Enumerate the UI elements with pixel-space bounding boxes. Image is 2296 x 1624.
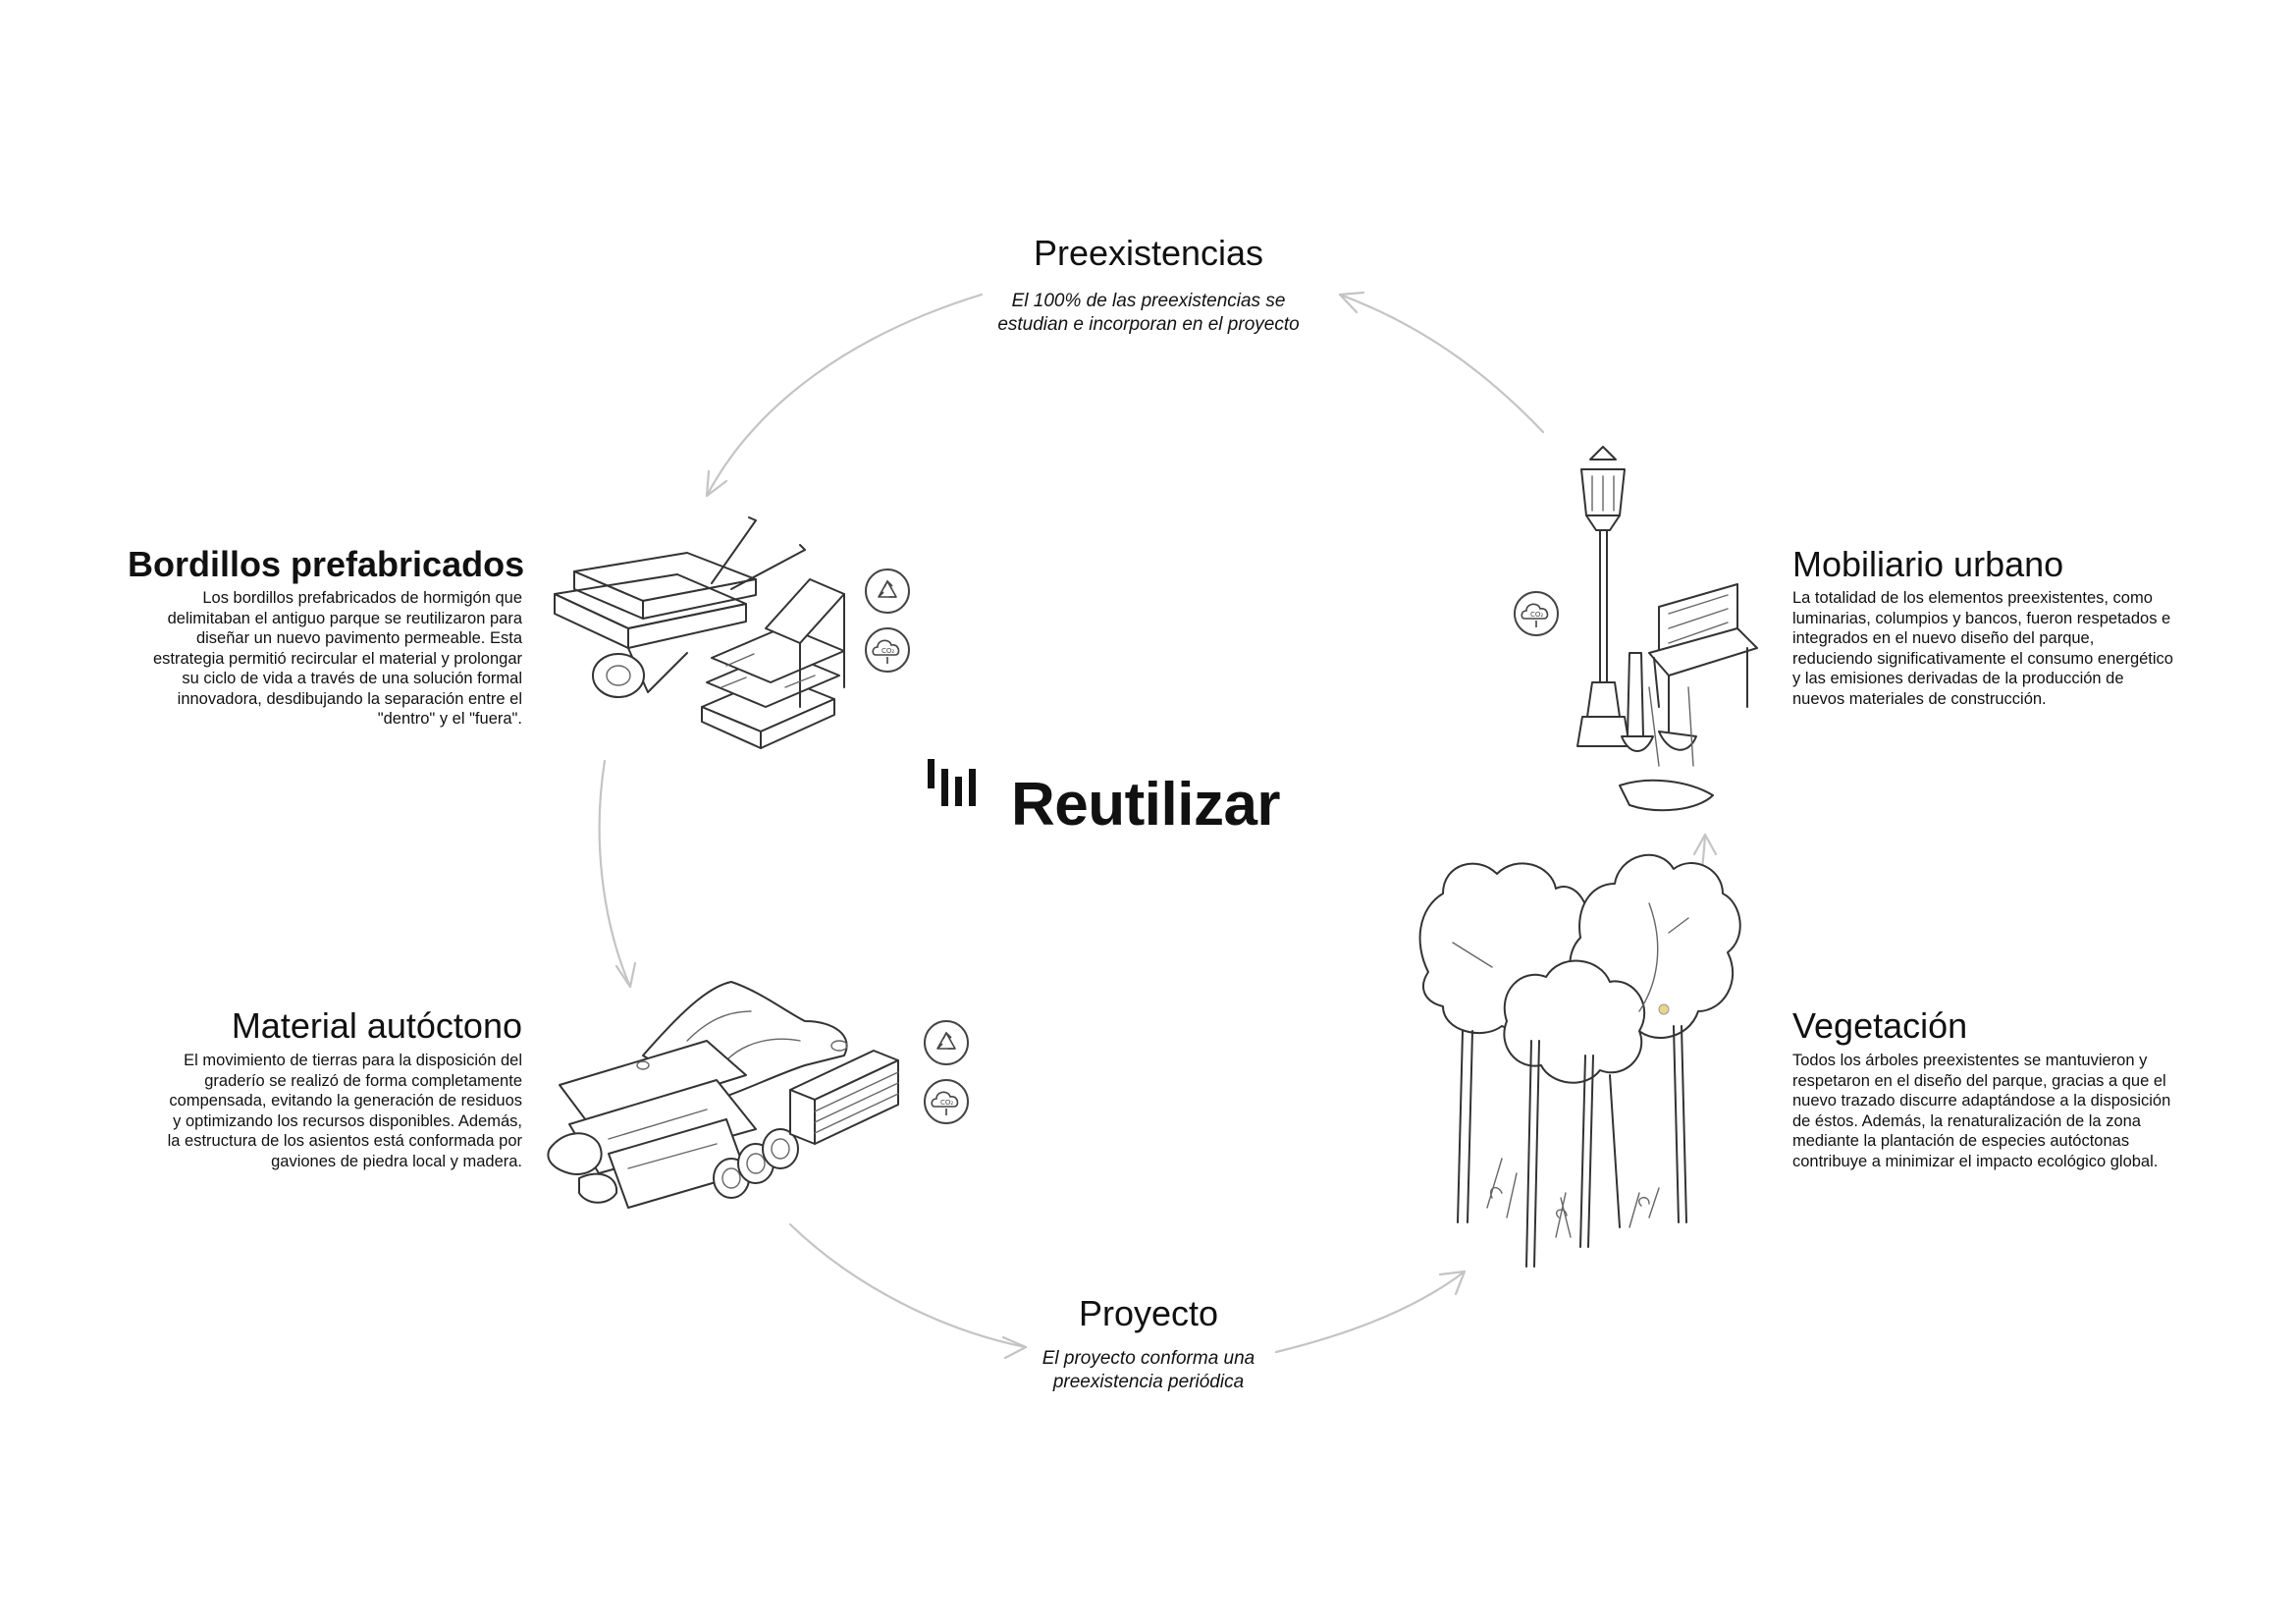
text-line: y optimizando los recursos disponibles. Además,: [173, 1111, 522, 1130]
caption-line: preexistencia periódica: [1052, 1372, 1245, 1392]
text-line: innovadora, desdibujando la separación entre el: [177, 689, 522, 708]
heading-bordillos: Bordillos prefabricados: [128, 544, 525, 584]
heading-proyecto: Proyecto: [1078, 1293, 1219, 1333]
text-mobiliario: [1792, 588, 2224, 709]
caption-proyecto: [982, 1347, 1315, 1394]
caption-line: estudian e incorporan en el proyecto: [997, 314, 1300, 335]
text-line: respetaron en el diseño del parque, gracias a que el: [1792, 1071, 2166, 1090]
text-line: mediante la plantación de especies autóctonas: [1792, 1132, 2130, 1150]
text-line: compensada, evitando la generación de residuos: [169, 1092, 522, 1110]
text-line: gaviones de piedra local y madera.: [271, 1152, 522, 1170]
text-line: graderío se realizó de forma completamente: [204, 1071, 522, 1090]
text-bordillos: [98, 588, 522, 730]
text-line: "dentro" y el "fuera".: [377, 710, 522, 728]
text-line: luminarias, columpios y bancos, fueron respetados e: [1792, 609, 2171, 627]
text-line: nuevo trazado discurre adaptándose a la disposición: [1792, 1092, 2171, 1110]
text-line: delimitaban el antiguo parque se reutilizaron para: [167, 609, 522, 627]
reutilizar-logo-icon: [926, 759, 987, 806]
text-line: reduciendo significativamente el consumo energético: [1792, 649, 2173, 668]
heading-mobiliario: Mobiliario urbano: [1792, 544, 2064, 584]
svg-text:CO₂: CO₂: [940, 1099, 954, 1107]
heading-preexistencias: Preexistencias: [1033, 233, 1264, 273]
co2-cloud-icon: [866, 628, 909, 672]
text-line: y las emisiones derivadas de la producción de: [1792, 670, 2124, 687]
svg-text:CO₂: CO₂: [881, 647, 895, 655]
text-material: [98, 1051, 522, 1171]
caption-preexistencias: [957, 290, 1340, 337]
caption-line: El proyecto conforma una: [1041, 1348, 1255, 1369]
text-line: contribuye a minimizar el impacto ecológico global.: [1792, 1152, 2159, 1170]
text-line: El movimiento de tierras para la disposición del: [184, 1052, 522, 1069]
co2-cloud-icon: [1515, 592, 1558, 635]
recycle-icon: [925, 1021, 968, 1064]
co2-cloud-icon: [925, 1080, 968, 1123]
text-line: Todos los árboles preexistentes se mantuvieron y: [1792, 1052, 2148, 1069]
caption-line: El 100% de las preexistencias se: [1011, 291, 1286, 311]
heading-material: Material autóctono: [231, 1005, 522, 1046]
page-title: Reutilizar: [1011, 771, 1281, 839]
text-line: Los bordillos prefabricados de hormigón que: [202, 589, 522, 607]
text-line: nuevos materiales de construcción.: [1792, 689, 2047, 708]
text-line: la estructura de los asientos está conformada por: [167, 1132, 522, 1150]
text-line: de éstos. Además, la renaturalización de la zona: [1792, 1111, 2141, 1130]
heading-vegetacion: Vegetación: [1792, 1005, 1968, 1046]
text-line: integrados en el nuevo diseño del parque,: [1792, 629, 2095, 647]
text-line: estrategia permitió recircular el material y prolongar: [153, 649, 522, 668]
text-vegetacion: [1792, 1051, 2224, 1171]
text-line: diseñar un nuevo pavimento permeable. Esta: [195, 629, 522, 647]
text-line: su ciclo de vida a través de una solución formal: [182, 670, 522, 687]
svg-text:CO₂: CO₂: [1530, 611, 1544, 619]
text-line: La totalidad de los elementos preexistentes, como: [1792, 589, 2153, 607]
recycle-icon: [866, 569, 909, 613]
